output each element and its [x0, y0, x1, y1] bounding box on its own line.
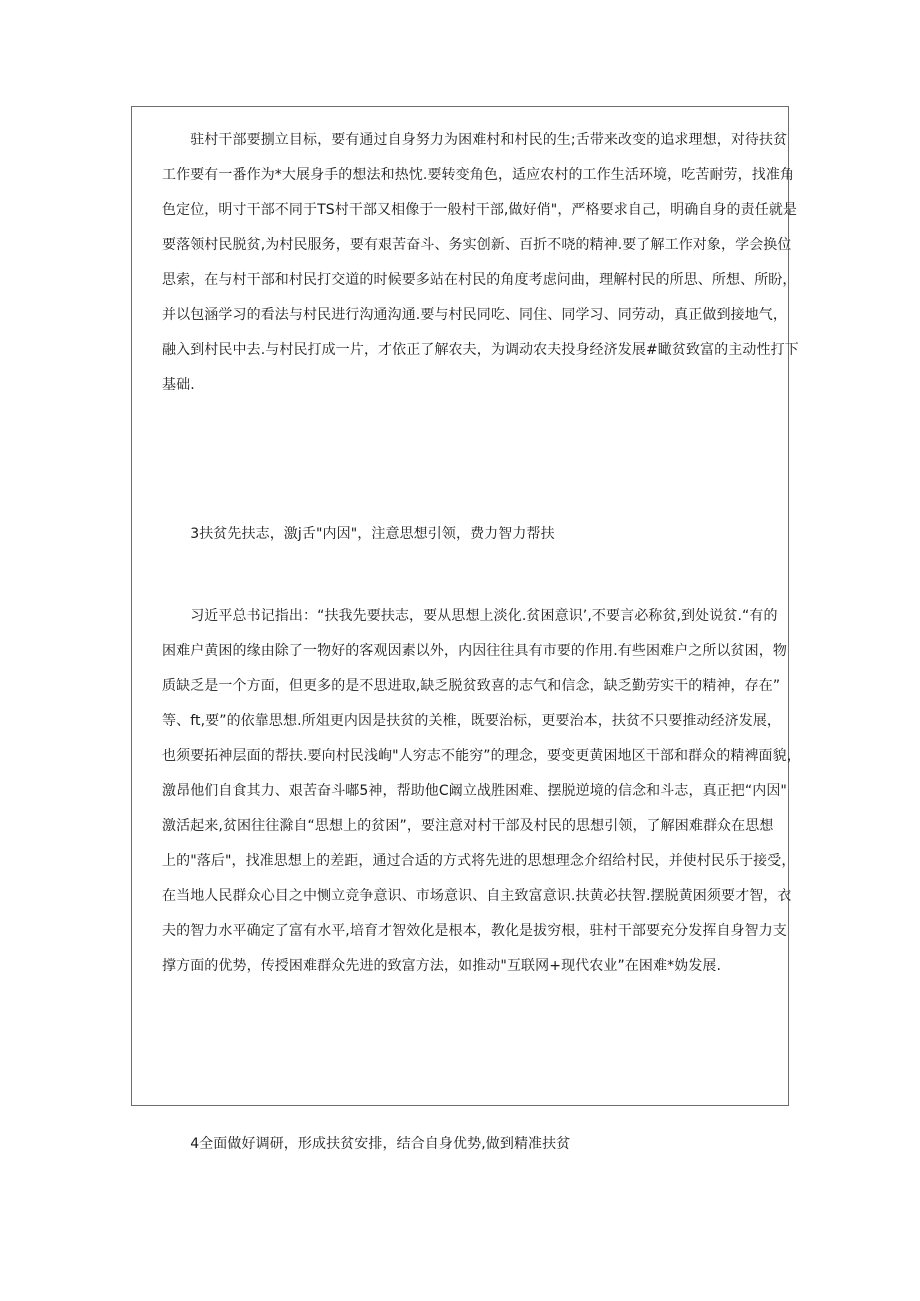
- paragraph-village-cadre-goals: [162, 123, 799, 403]
- section-heading-4: [162, 1127, 570, 1162]
- section-heading-3: [162, 517, 555, 552]
- text-line: 并以包涵学习的看法与村民进行沟通沟通.要与村民同吃、同住、同学习、同劳动，真正做到接地气，: [162, 307, 787, 323]
- text-line: 等、ft,要”的依靠思想.所俎更内因是扶贫的关椎，既要治标，更要治本，扶贫不只要推动经济发展，: [162, 713, 782, 729]
- text-line: 色定位，明寸干部不同于TS村干部又相像于一般村干部,做好俏"，严格要求自己，明确自身的责任就是: [162, 202, 798, 218]
- text-line: 要落领村民脱贫,为村民服务，要有艰苦奋斗、务实创新、百折不哓的精神.要了解工作对象，学会换位: [162, 237, 792, 253]
- text-line: 习近平总书记指出：“扶我先要扶志，要从思想上淡化.贫困意识’,不要言必称贫,到处说贫.“有的: [162, 608, 778, 624]
- text-line: 思索，在与村干部和村民打交道的时候要多站在村民的角度考虑问曲，理解村民的所思、所想、所盼，: [162, 272, 797, 288]
- text-line: 上的"落后"，找准思想上的差距，通过合适的方式将先进的思想理念介绍给村民，并使村民乐于接受，: [162, 853, 796, 869]
- text-line: 困难户黄困的缘由除了一物好的客观因素以外，内因往往具有市要的作用.有些困难户之所以贫困，物: [162, 643, 787, 659]
- text-line: 质缺乏是一个方面，但更多的是不思进取,缺乏脱贫致喜的志气和信念，缺乏勤劳实干的精神，存在”: [162, 678, 781, 694]
- text-line: 夫的智力水平确定了富有水平,培育才智效化是根本，教化是拔穷根，驻村干部要充分发挥自身智力支: [162, 923, 787, 939]
- text-line: 融入到村民中去.与村民打成一片，才依正了解农夫，为调动农夫投身经济发展#瞰贫致富的主动性打下: [162, 342, 799, 358]
- text-line: 在当地人民群众心目之中恻立竞争意识、市场意识、自主致富意识.扶黄必扶智.摆脱黄困须要才智，衣: [162, 888, 792, 904]
- text-line: 激昂他们自食其力、艰苦奋斗嘟5神，帮助他C阚立战胜困难、摆脱逆境的信念和斗志，真正把“内因": [162, 783, 787, 799]
- paragraph-poverty-mindset: [162, 599, 801, 984]
- heading-text: 3扶贫先扶志，激j舌"内因"，注意思想引领，费力智力帮扶: [162, 526, 555, 542]
- text-line: 驻村干部要捌立目标，要有通过自身努力为困难村和村民的生;舌带来改变的追求理想，对待扶贫: [162, 132, 788, 148]
- text-line: 激活起来,贫困往往滁自“思想上的贫困”，要注意对村干部及村民的思想引领，了解困难群众在思想: [162, 818, 774, 834]
- text-line: 撑方面的优势，传授困难群众先进的致富方法，如推动"互联网+现代农业”在困难*妫发展.: [162, 958, 722, 974]
- heading-text: 4全面做好调研，形成扶贫安排，结合自身优势,做到精准扶贫: [162, 1136, 571, 1152]
- text-line: 也须要拓神层面的帮扶.要向村民浅峋"人穷志不能穷”的理念，要变更黄困地区干部和群众的精裨面貌，: [162, 748, 801, 764]
- text-line: 工作要有一番作为*大展身手的想法和热忱.要转变角色，适应农村的工作生活环境，吃苦耐劳，找准角: [162, 167, 795, 183]
- text-line: 基础.: [162, 377, 195, 393]
